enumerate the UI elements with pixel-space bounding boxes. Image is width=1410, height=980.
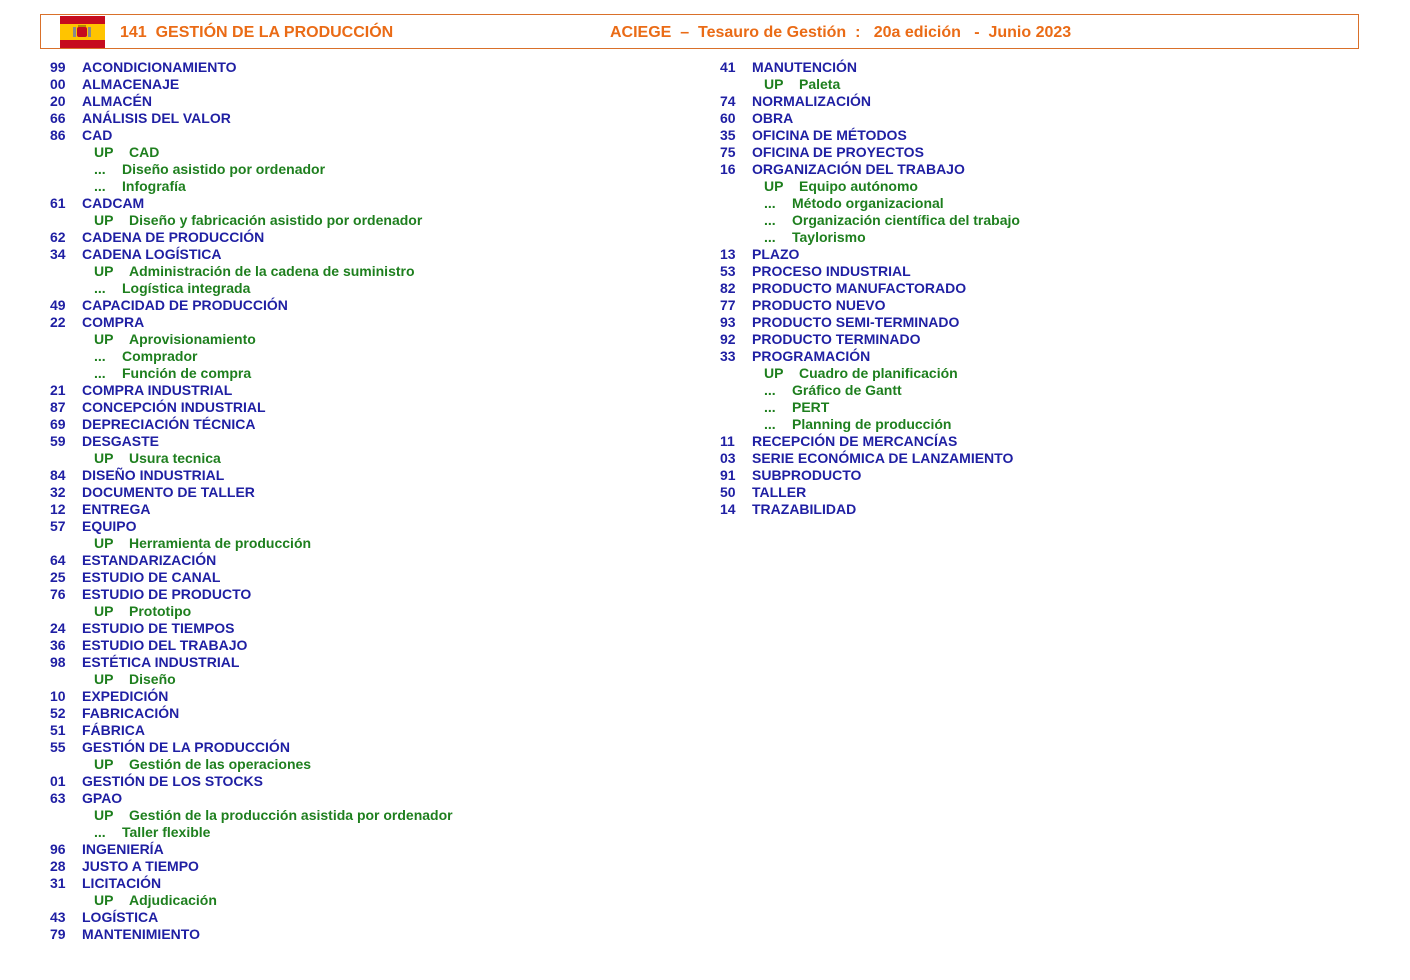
related-term-label: Taller flexible xyxy=(122,824,211,840)
related-term-label: Planning de producción xyxy=(792,416,952,432)
used-for-marker: UP xyxy=(94,212,114,228)
term-code: 92 xyxy=(720,331,736,347)
term-label: SERIE ECONÓMICA DE LANZAMIENTO xyxy=(752,450,1014,466)
term-code: 61 xyxy=(50,195,66,211)
term-code: 43 xyxy=(50,909,66,925)
related-marker: ... xyxy=(94,161,106,177)
term-label: ORGANIZACIÓN DEL TRABAJO xyxy=(752,161,965,177)
term-label: ALMACÉN xyxy=(82,93,152,109)
term-code: 03 xyxy=(720,450,736,466)
term-code: 93 xyxy=(720,314,736,330)
term-label: CAD xyxy=(82,127,113,143)
related-marker: ... xyxy=(94,178,106,194)
term-label: FABRICACIÓN xyxy=(82,705,180,721)
term-code: 36 xyxy=(50,637,66,653)
related-marker: ... xyxy=(94,824,106,840)
spain-flag-icon xyxy=(60,16,105,48)
related-marker: ... xyxy=(764,229,776,245)
term-code: 35 xyxy=(720,127,736,143)
term-code: 79 xyxy=(50,926,66,942)
term-label: INGENIERÍA xyxy=(82,841,164,857)
term-code: 69 xyxy=(50,416,66,432)
related-term-label: Comprador xyxy=(122,348,198,364)
term-label: LOGÍSTICA xyxy=(82,909,159,925)
term-label: TALLER xyxy=(752,484,807,500)
used-for-marker: UP xyxy=(94,603,114,619)
used-for-label: Prototipo xyxy=(129,603,192,619)
used-for-label: Cuadro de planificación xyxy=(799,365,958,381)
term-label: ACONDICIONAMIENTO xyxy=(82,59,237,75)
related-term-label: Logística integrada xyxy=(122,280,251,296)
term-label: PROCESO INDUSTRIAL xyxy=(752,263,911,279)
related-term-label: Método organizacional xyxy=(792,195,944,211)
term-label: DEPRECIACIÓN TÉCNICA xyxy=(82,416,256,432)
term-label: CAPACIDAD DE PRODUCCIÓN xyxy=(82,297,288,313)
term-code: 82 xyxy=(720,280,736,296)
section-title: 141 GESTIÓN DE LA PRODUCCIÓN xyxy=(120,24,394,41)
term-code: 33 xyxy=(720,348,736,364)
term-label: COMPRA INDUSTRIAL xyxy=(82,382,233,398)
term-label: PLAZO xyxy=(752,246,800,262)
term-code: 77 xyxy=(720,297,736,313)
term-code: 00 xyxy=(50,76,66,92)
term-label: ESTANDARIZACIÓN xyxy=(82,552,217,568)
term-code: 63 xyxy=(50,790,66,806)
used-for-label: Gestión de la producción asistida por ordenador xyxy=(129,807,453,823)
term-code: 74 xyxy=(720,93,736,109)
term-code: 14 xyxy=(720,501,736,517)
term-label: PRODUCTO TERMINADO xyxy=(752,331,921,347)
term-code: 64 xyxy=(50,552,66,568)
term-code: 31 xyxy=(50,875,66,891)
term-code: 96 xyxy=(50,841,66,857)
term-label: ESTUDIO DE PRODUCTO xyxy=(82,586,252,602)
used-for-marker: UP xyxy=(94,535,114,551)
term-label: ESTUDIO DE TIEMPOS xyxy=(82,620,235,636)
term-label: PROGRAMACIÓN xyxy=(752,348,871,364)
term-code: 16 xyxy=(720,161,736,177)
term-label: DOCUMENTO DE TALLER xyxy=(82,484,255,500)
term-code: 01 xyxy=(50,773,66,789)
term-label: DISEÑO INDUSTRIAL xyxy=(82,467,225,483)
used-for-label: Diseño y fabricación asistido por ordenador xyxy=(129,212,423,228)
term-code: 50 xyxy=(720,484,736,500)
related-marker: ... xyxy=(764,382,776,398)
term-label: FÁBRICA xyxy=(82,722,145,738)
term-code: 28 xyxy=(50,858,66,874)
used-for-marker: UP xyxy=(94,892,114,908)
term-code: 60 xyxy=(720,110,736,126)
term-code: 22 xyxy=(50,314,66,330)
term-code: 51 xyxy=(50,722,66,738)
term-code: 41 xyxy=(720,59,736,75)
term-label: ESTÉTICA INDUSTRIAL xyxy=(82,654,240,670)
related-term-label: Taylorismo xyxy=(792,229,866,245)
related-term-label: Función de compra xyxy=(122,365,252,381)
term-code: 66 xyxy=(50,110,66,126)
page-header xyxy=(40,14,1359,49)
term-label: CADENA LOGÍSTICA xyxy=(82,246,222,262)
term-label: ALMACENAJE xyxy=(82,76,180,92)
term-label: TRAZABILIDAD xyxy=(752,501,857,517)
related-marker: ... xyxy=(764,399,776,415)
related-term-label: Infografía xyxy=(122,178,186,194)
term-code: 84 xyxy=(50,467,66,483)
used-for-label: Aprovisionamiento xyxy=(129,331,256,347)
term-code: 59 xyxy=(50,433,66,449)
related-marker: ... xyxy=(94,348,106,364)
term-code: 12 xyxy=(50,501,66,517)
used-for-label: Gestión de las operaciones xyxy=(129,756,312,772)
term-code: 75 xyxy=(720,144,736,160)
term-label: SUBPRODUCTO xyxy=(752,467,862,483)
term-label: JUSTO A TIEMPO xyxy=(82,858,199,874)
used-for-label: Paleta xyxy=(799,76,841,92)
term-label: EXPEDICIÓN xyxy=(82,688,169,704)
used-for-label: Diseño xyxy=(129,671,176,687)
term-code: 87 xyxy=(50,399,66,415)
term-code: 91 xyxy=(720,467,736,483)
term-code: 11 xyxy=(720,433,735,449)
term-label: OBRA xyxy=(752,110,794,126)
term-label: ANÁLISIS DEL VALOR xyxy=(82,110,231,126)
related-term-label: PERT xyxy=(792,399,830,415)
term-code: 20 xyxy=(50,93,66,109)
term-label: GESTIÓN DE LA PRODUCCIÓN xyxy=(82,739,290,755)
related-marker: ... xyxy=(94,280,106,296)
term-label: RECEPCIÓN DE MERCANCÍAS xyxy=(752,433,958,449)
related-term-label: Gráfico de Gantt xyxy=(792,382,902,398)
related-marker: ... xyxy=(764,416,776,432)
term-label: PRODUCTO MANUFACTORADO xyxy=(752,280,967,296)
term-code: 53 xyxy=(720,263,736,279)
used-for-label: CAD xyxy=(129,144,160,160)
used-for-marker: UP xyxy=(94,756,114,772)
term-label: GPAO xyxy=(82,790,123,806)
term-code: 24 xyxy=(50,620,66,636)
used-for-marker: UP xyxy=(94,450,114,466)
term-code: 98 xyxy=(50,654,66,670)
term-label: PRODUCTO NUEVO xyxy=(752,297,886,313)
term-code: 62 xyxy=(50,229,66,245)
term-label: CADCAM xyxy=(82,195,145,211)
term-label: GESTIÓN DE LOS STOCKS xyxy=(82,773,263,789)
term-label: COMPRA xyxy=(82,314,145,330)
used-for-marker: UP xyxy=(764,365,784,381)
used-for-label: Herramienta de producción xyxy=(129,535,312,551)
term-label: LICITACIÓN xyxy=(82,875,162,891)
term-label: MANUTENCIÓN xyxy=(752,59,857,75)
term-label: ESTUDIO DEL TRABAJO xyxy=(82,637,248,653)
term-label: ENTREGA xyxy=(82,501,151,517)
related-marker: ... xyxy=(94,365,106,381)
related-marker: ... xyxy=(764,195,776,211)
term-label: MANTENIMIENTO xyxy=(82,926,200,942)
term-code: 52 xyxy=(50,705,66,721)
related-marker: ... xyxy=(764,212,776,228)
term-label: OFICINA DE PROYECTOS xyxy=(752,144,924,160)
used-for-marker: UP xyxy=(764,178,784,194)
term-label: CADENA DE PRODUCCIÓN xyxy=(82,229,265,245)
term-code: 57 xyxy=(50,518,66,534)
used-for-label: Adjudicación xyxy=(129,892,217,908)
term-code: 86 xyxy=(50,127,66,143)
term-label: CONCEPCIÓN INDUSTRIAL xyxy=(82,399,266,415)
thesaurus-edition-title: ACIEGE – Tesauro de Gestión : 20a edición - Junio 2023 xyxy=(610,24,1072,41)
used-for-marker: UP xyxy=(94,331,114,347)
term-label: OFICINA DE MÉTODOS xyxy=(752,127,907,143)
term-code: 21 xyxy=(50,382,66,398)
term-code: 13 xyxy=(720,246,736,262)
used-for-label: Administración de la cadena de suministro xyxy=(129,263,415,279)
term-code: 32 xyxy=(50,484,66,500)
used-for-marker: UP xyxy=(94,807,114,823)
used-for-marker: UP xyxy=(94,263,114,279)
term-label: DESGASTE xyxy=(82,433,160,449)
term-code: 99 xyxy=(50,59,66,75)
term-code: 34 xyxy=(50,246,66,262)
used-for-marker: UP xyxy=(94,144,114,160)
term-code: 76 xyxy=(50,586,66,602)
used-for-marker: UP xyxy=(764,76,784,92)
term-code: 55 xyxy=(50,739,66,755)
term-code: 10 xyxy=(50,688,66,704)
term-label: NORMALIZACIÓN xyxy=(752,93,871,109)
used-for-marker: UP xyxy=(94,671,114,687)
related-term-label: Diseño asistido por ordenador xyxy=(122,161,326,177)
related-term-label: Organización científica del trabajo xyxy=(792,212,1020,228)
used-for-label: Usura tecnica xyxy=(129,450,221,466)
term-label: EQUIPO xyxy=(82,518,137,534)
term-label: PRODUCTO SEMI-TERMINADO xyxy=(752,314,960,330)
term-label: ESTUDIO DE CANAL xyxy=(82,569,221,585)
used-for-label: Equipo autónomo xyxy=(799,178,918,194)
term-code: 25 xyxy=(50,569,66,585)
term-code: 49 xyxy=(50,297,66,313)
